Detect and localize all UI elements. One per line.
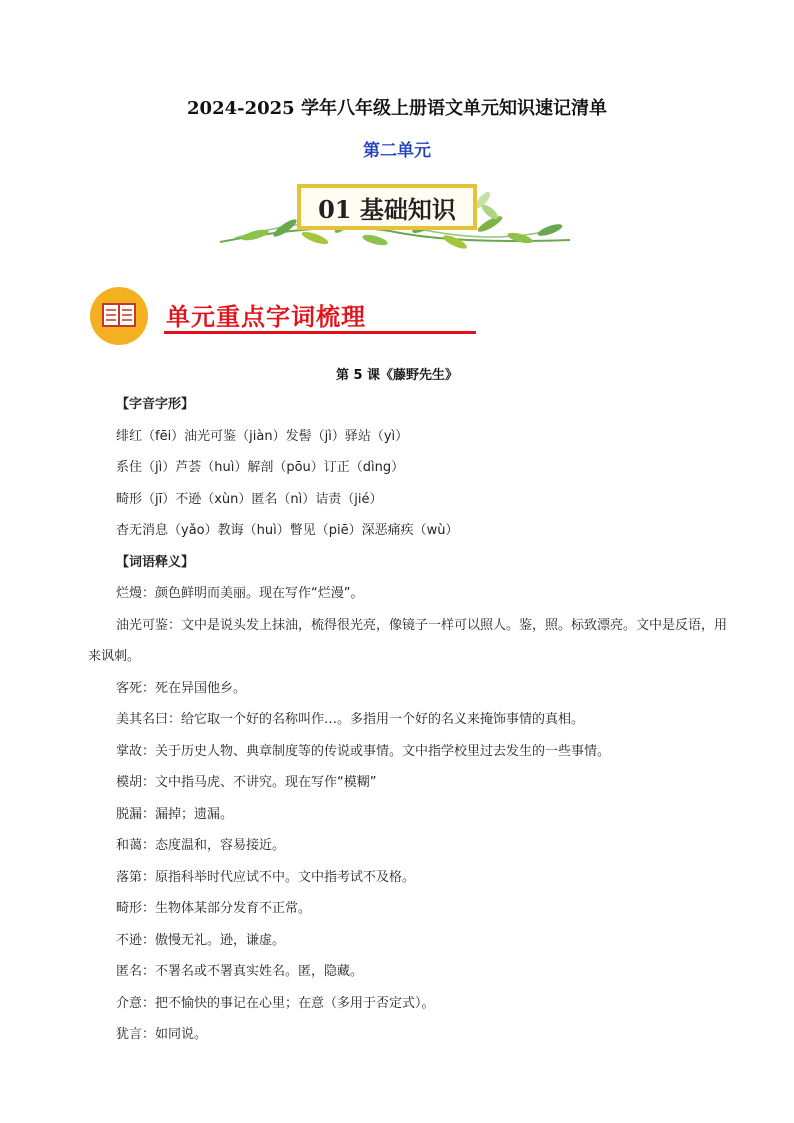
glossary-entry: 客死：死在异国他乡。	[116, 680, 247, 696]
glossary-entry: 模胡：文中指马虎、不讲究。现在写作“模糊”	[116, 775, 377, 790]
pronunciation-line: 绯红（fēi）油光可鉴（jiàn）发髻（jì）驿站（yì）	[116, 428, 409, 444]
glossary-entry: 畸形：生物体某部分发育不正常。	[116, 901, 312, 916]
glossary-entry: 犹言：如同说。	[116, 1027, 208, 1042]
glossary-entry: 烂熳：颜色鲜明而美丽。现在写作“烂漫”。	[116, 586, 364, 601]
glossary-entry: 脱漏：漏掉；遗漏。	[116, 806, 234, 822]
glossary-entry: 落第：原指科举时代应试不中。文中指考试不及格。	[116, 869, 416, 885]
section-title: 单元重点字词梳理	[166, 303, 366, 331]
unit-title: 第二单元	[363, 141, 431, 161]
glossary-entry: 不逊：傲慢无礼。逊，谦虚。	[116, 932, 286, 948]
pronunciation-line: 系住（jì）芦荟（huì）解剖（pōu）订正（dìng）	[116, 460, 405, 475]
pronunciation-line: 杳无消息（yǎo）教诲（huì）瞥见（piē）深恶痛疾（wù）	[116, 523, 459, 538]
lesson-title: 第 5 课《藤野先生》	[335, 368, 459, 383]
glossary-heading: 【词语释义】	[116, 554, 195, 570]
banner-label: 01 基础知识	[297, 184, 477, 230]
glossary-entry: 介意：把不愉快的事记在心里；在意（多用于否定式）。	[116, 995, 435, 1011]
section-underline	[164, 331, 476, 334]
glossary-entry: 美其名曰：给它取一个好的名称叫作…。多指用一个好的名义来掩饰事情的真相。	[116, 712, 585, 727]
glossary-entry: 和蔼：态度温和，容易接近。	[116, 838, 286, 853]
section-banner	[215, 180, 575, 260]
pronunciation-block	[88, 389, 728, 1051]
glossary-entry: 油光可鉴：文中是说头发上抹油，梳得很光亮，像镜子一样可以照人。鉴，照。标致漂亮。文中是反语，用来讽刺。	[88, 617, 728, 664]
pronunciation-heading: 【字音字形】	[116, 397, 195, 412]
open-book-icon	[90, 287, 148, 345]
document-title: 2024-2025 学年八年级上册语文单元知识速记清单	[187, 98, 607, 119]
glossary-entry: 掌故：关于历史人物、典章制度等的传说或事情。文中指学校里过去发生的一些事情。	[116, 743, 611, 759]
glossary-entry: 匿名：不署名或不署真实姓名。匿，隐藏。	[116, 964, 364, 979]
pronunciation-line: 畸形（jī）不逊（xùn）匿名（nì）诘责（jié）	[116, 491, 383, 507]
